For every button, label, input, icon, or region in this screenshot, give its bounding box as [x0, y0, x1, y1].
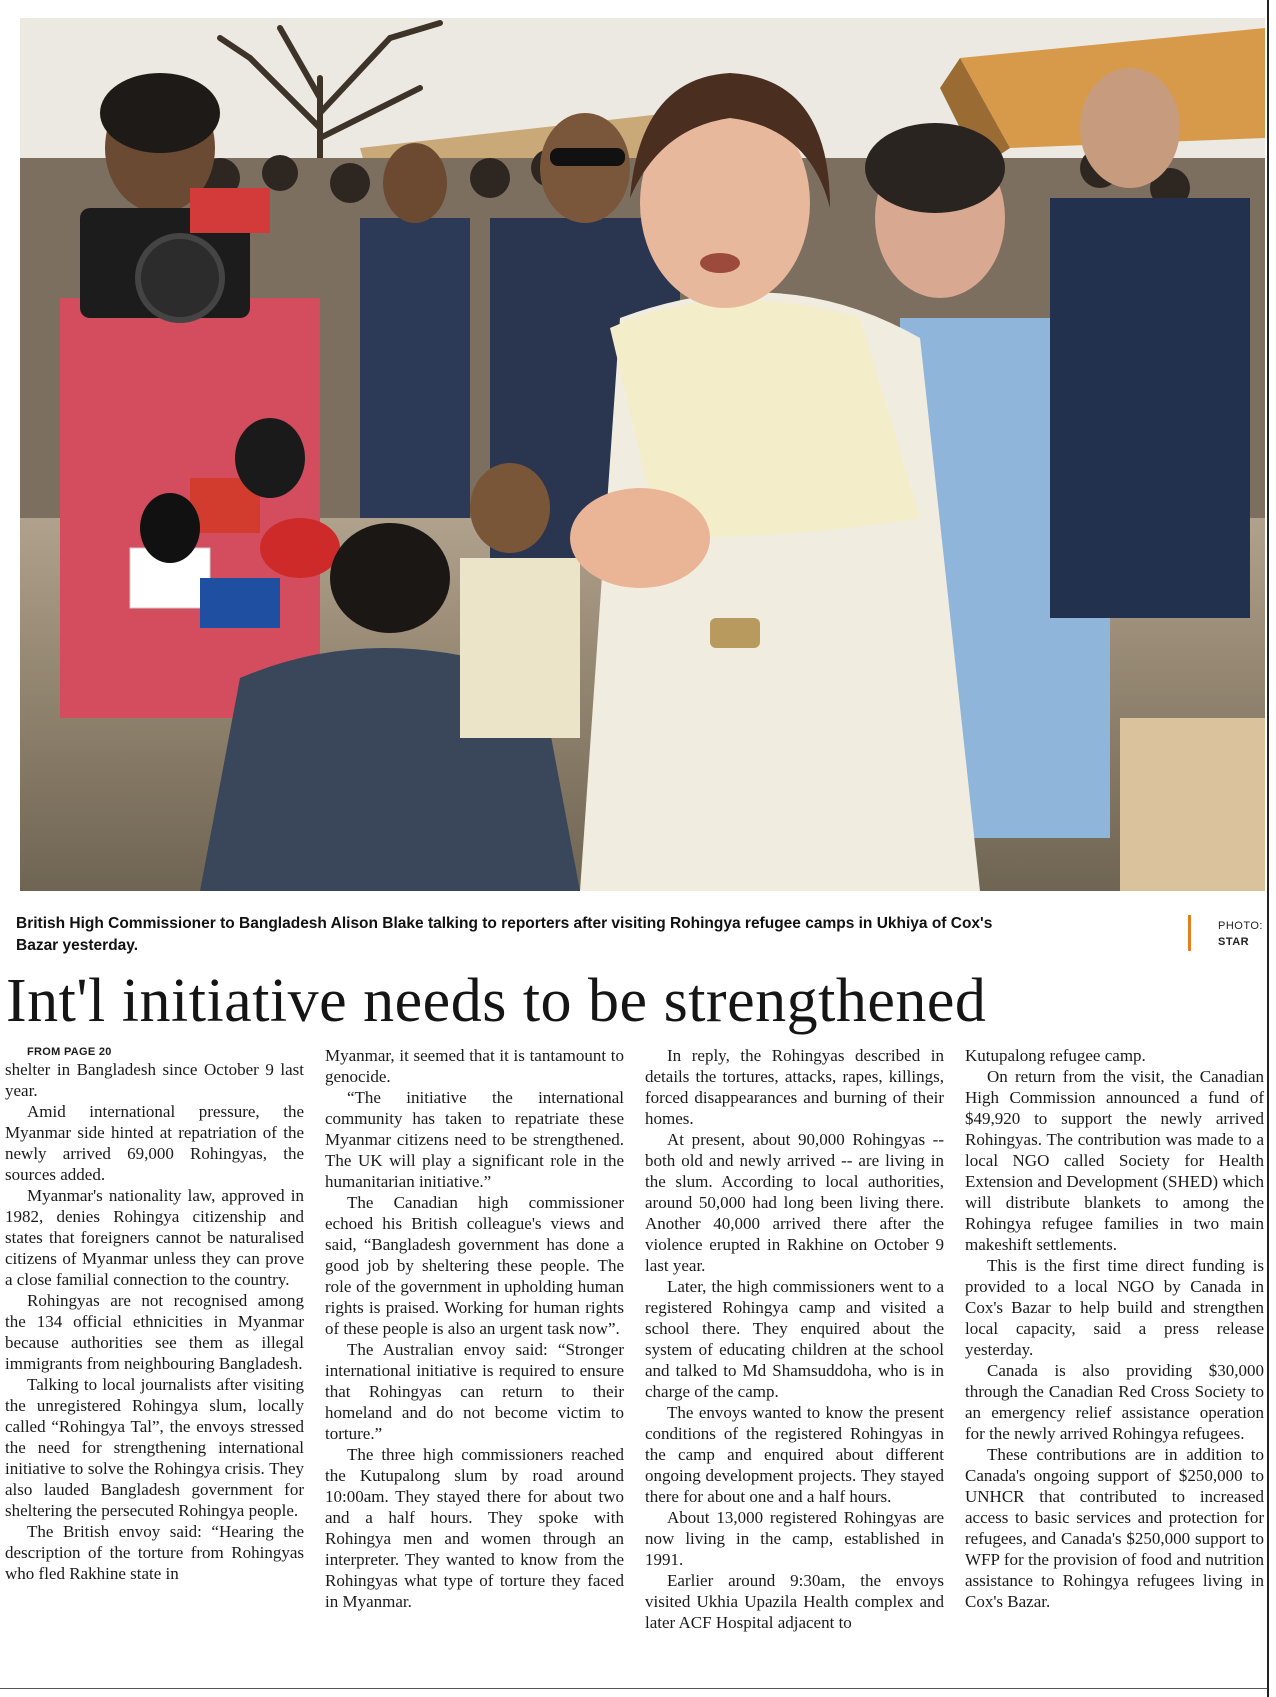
paragraph: The Australian envoy said: “Stronger international initiative is required to ensure that Rohingyas can return to their homeland and do not become victim to torture.” [325, 1340, 624, 1443]
headline: Int'l initiative needs to be strengthened [6, 967, 987, 1035]
paragraph: About 13,000 registered Rohingyas are now living in the camp, established in 1991. [645, 1508, 944, 1569]
news-photo [20, 18, 1265, 891]
paragraph: In reply, the Rohingyas described in details the tortures, attacks, rapes, killings, forced disappearances and burning of their homes. [645, 1046, 944, 1128]
paragraph: The envoys wanted to know the present conditions of the registered Rohingyas in the camp and enquired about different ongoing development projects. They stayed there for about one and a half hours. [645, 1403, 944, 1506]
paragraph: Amid international pressure, the Myanmar side hinted at repatriation of the newly arrived 69,000 Rohingyas, the sources added. [5, 1102, 304, 1184]
continued-from-kicker: FROM PAGE 20 [27, 1046, 112, 1058]
paragraph: Earlier around 9:30am, the envoys visited Ukhia Upazila Health complex and later ACF Hospital adjacent to [645, 1571, 944, 1632]
paragraph: At present, about 90,000 Rohingyas -- both old and newly arrived -- are living in the slum. According to local authorities, around 50,000 had long been living there. Another 40,000 arrived there after the violence erupted in Rakhine on October 9 last year. [645, 1130, 944, 1275]
paragraph: The British envoy said: “Hearing the description of the torture from Rohingyas who fled Rakhine state in [5, 1522, 304, 1583]
paragraph: These contributions are in addition to Canada's ongoing support of $250,000 to UNHCR that contributed to increased access to basic services and protection for refugees, and Canada's $250,000 support to WFP for the provision of food and nutrition assistance to Rohingya refugees living in Cox's Bazar. [965, 1445, 1264, 1611]
paragraph: Talking to local journalists after visiting the unregistered Rohingya slum, locally called “Rohingya Tal”, the envoys stressed the need for strengthening international initiative to solve the Rohingya crisis. They also lauded Bangladesh government for sheltering the persecuted Rohingya people. [5, 1375, 304, 1520]
paragraph: shelter in Bangladesh since October 9 last year. [5, 1060, 304, 1100]
photo-caption: British High Commissioner to Bangladesh Alison Blake talking to reporters after visiting Rohingya refugee camps in Ukhiya of Cox's Bazar yesterday. [16, 915, 993, 954]
paragraph: The three high commissioners reached the Kutupalong slum by road around 10:00am. They stayed there for about two and a half hours. They spoke with Rohingya men and women through an interpreter. They wanted to know from the Rohingyas what type of torture they faced in Myanmar. [325, 1445, 624, 1611]
paragraph: The Canadian high commissioner echoed his British colleague's views and said, “Bangladesh government has done a good job by sheltering these people. The role of the government in upholding human rights is praised. Working for human rights of these people is also an urgent task now”. [325, 1193, 624, 1338]
credit-divider [1188, 915, 1191, 951]
photo-credit-source: STAR [1218, 936, 1250, 948]
photo-credit-label: PHOTO: [1218, 920, 1263, 932]
paragraph: This is the first time direct funding is provided to a local NGO by Canada in Cox's Bazar to help build and strengthen local capacity, said a press release yesterday. [965, 1256, 1264, 1359]
article-column-4 [965, 1045, 1264, 1685]
news-photo-illustration [20, 18, 1265, 891]
paragraph: Canada is also providing $30,000 through the Canadian Red Cross Society to an emergency relief assistance operation for the newly arrived Rohingya refugees. [965, 1361, 1264, 1443]
paragraph: Kutupalong refugee camp. [965, 1046, 1146, 1065]
article-column-2 [325, 1045, 624, 1685]
article-column-3 [645, 1045, 944, 1685]
paragraph: Myanmar's nationality law, approved in 1982, denies Rohingya citizenship and states that foreigners cannot be naturalised citizens of Myanmar unless they can prove a close familial connection to the country. [5, 1186, 304, 1289]
page-bottom-rule [0, 1688, 1268, 1689]
article-column-1 [5, 1045, 304, 1685]
paragraph: Rohingyas are not recognised among the 134 official ethnicities in Myanmar because authorities see them as illegal immigrants from neighbouring Bangladesh. [5, 1291, 304, 1373]
paragraph: Myanmar, it seemed that it is tantamount to genocide. [325, 1046, 624, 1086]
paragraph: On return from the visit, the Canadian High Commission announced a fund of $49,920 to support the newly arrived Rohingyas. The contribution was made to a local NGO called Society for Health Extension and Development (SHED) which will distribute blankets to among the Rohingya refugee families in two main makeshift settlements. [965, 1067, 1264, 1254]
paragraph: “The initiative the international community has taken to repatriate these Myanmar citizens need to be strengthened. The UK will play a significant role in the humanitarian initiative.” [325, 1088, 624, 1191]
photo-credit [1218, 918, 1274, 950]
paragraph: Later, the high commissioners went to a registered Rohingya camp and visited a school there. They enquired about the system of educating children at the school and talked to Md Shamsuddoha, who is in charge of the camp. [645, 1277, 944, 1401]
page-right-rule [1267, 0, 1269, 1697]
